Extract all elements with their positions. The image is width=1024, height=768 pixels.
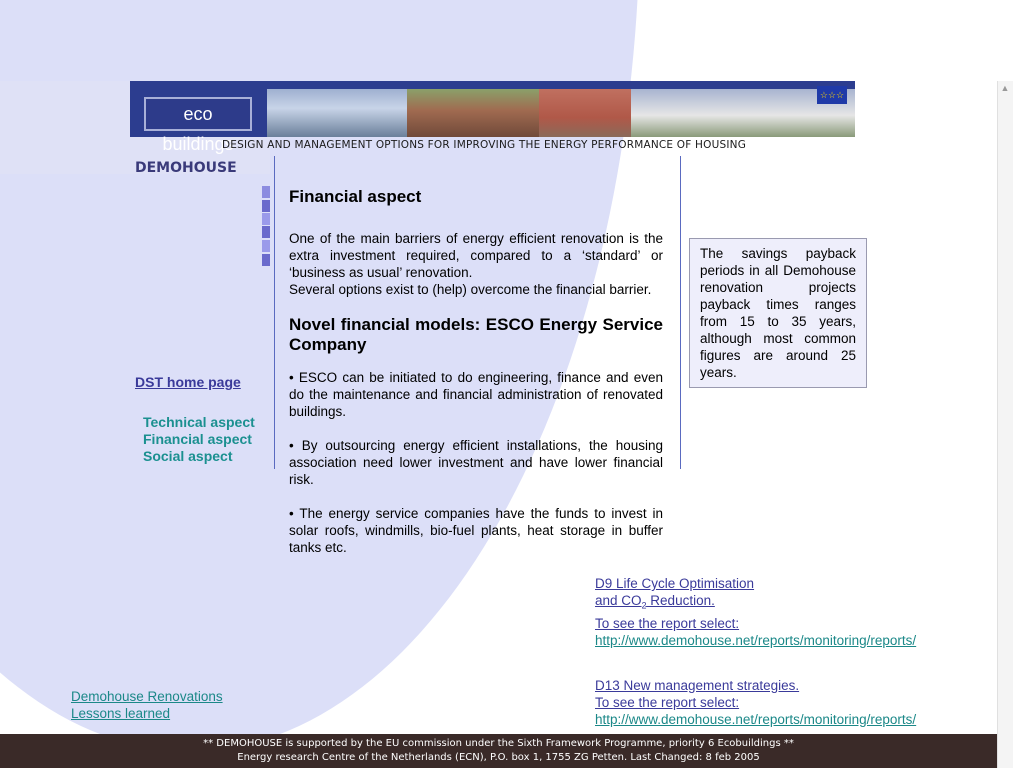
footer-line2: Energy research Centre of the Netherlands (ECN), P.O. box 1, 1755 ZG Petten. Last Changed: 8 feb 2005 xyxy=(237,752,760,763)
paragraph: One of the main barriers of energy efficient renovation is the extra investment required, compared to a ‘standard’ or ‘business as usual’ renovation. xyxy=(289,231,663,280)
lessons-learned-link[interactable] xyxy=(71,688,223,722)
main-content xyxy=(289,186,663,573)
divider-left xyxy=(274,156,275,469)
decor-square xyxy=(262,213,270,225)
banner-photo xyxy=(539,89,631,137)
decor-square xyxy=(262,254,270,266)
section-heading: Novel financial models: ESCO Energy Service Company xyxy=(289,315,663,354)
decor-square xyxy=(262,240,270,252)
lessons-line1[interactable]: Demohouse Renovations xyxy=(71,689,223,704)
report-d9-link[interactable]: D9 Life Cycle Optimisation xyxy=(595,576,755,591)
ecobuildings-logo: eco buildings xyxy=(144,97,252,131)
payback-note-box: The savings payback periods in all Demohouse renovation projects payback times ranges from 15 to 35 years, although most common figures are around 25 years. xyxy=(689,238,867,388)
site-subtitle: DESIGN AND MANAGEMENT OPTIONS FOR IMPROVING THE ENERGY PERFORMANCE OF HOUSING xyxy=(222,139,747,151)
report-d9-link-line2[interactable]: and $CO_2$ Reduction. xyxy=(595,593,715,611)
nav-social-aspect[interactable]: Social aspect xyxy=(143,448,233,464)
subscript-2: 2 xyxy=(641,600,647,611)
spacer xyxy=(595,649,916,677)
decor-square xyxy=(262,186,270,198)
nav-financial-aspect[interactable]: Financial aspect xyxy=(143,431,252,447)
nav-technical-aspect[interactable]: Technical aspect xyxy=(143,414,255,430)
divider-right xyxy=(680,156,681,469)
bullet-item: • The energy service companies have the funds to invest in solar roofs, windmills, bio-fuel plants, heat storage in buffer tanks etc. xyxy=(289,506,663,555)
dst-home-link[interactable]: DST home page xyxy=(135,374,241,390)
banner-photo xyxy=(267,89,407,137)
page-title: Financial aspect xyxy=(289,187,422,206)
report-d13-link[interactable]: D13 New management strategies. xyxy=(595,677,800,693)
paragraph: Several options exist to (help) overcome the financial barrier. xyxy=(289,282,652,297)
report-d9-url[interactable]: http://www.demohouse.net/reports/monitoring/reports/ xyxy=(595,632,917,648)
lessons-line2[interactable]: Lessons learned xyxy=(71,706,171,721)
decor-square xyxy=(262,200,270,212)
vertical-scrollbar[interactable] xyxy=(997,81,1013,768)
banner-photo xyxy=(407,89,539,137)
bullet-item: • By outsourcing energy efficient installations, the housing association need lower investment and have lower financial risk. xyxy=(289,438,663,487)
section-title: DEMOHOUSE xyxy=(135,160,237,176)
report-d13-select[interactable]: To see the report select: xyxy=(595,694,740,710)
footer xyxy=(0,734,997,768)
scroll-up-icon[interactable]: ▲ xyxy=(1000,83,1010,93)
bullet-item: • ESCO can be initiated to do engineering, finance and even do the maintenance and financial administration of renovated buildings. xyxy=(289,370,663,419)
decor-square xyxy=(262,226,270,238)
eu-flag-icon: ☆☆☆ xyxy=(817,86,847,104)
reports-section xyxy=(595,575,916,728)
aspect-nav xyxy=(143,414,255,465)
report-d13-url[interactable]: http://www.demohouse.net/reports/monitoring/reports/ xyxy=(595,711,917,727)
report-d9-select[interactable]: To see the report select: xyxy=(595,615,740,631)
footer-line1: ** DEMOHOUSE is supported by the EU commission under the Sixth Framework Programme, priority 6 Ecobuildings ** xyxy=(203,738,794,749)
